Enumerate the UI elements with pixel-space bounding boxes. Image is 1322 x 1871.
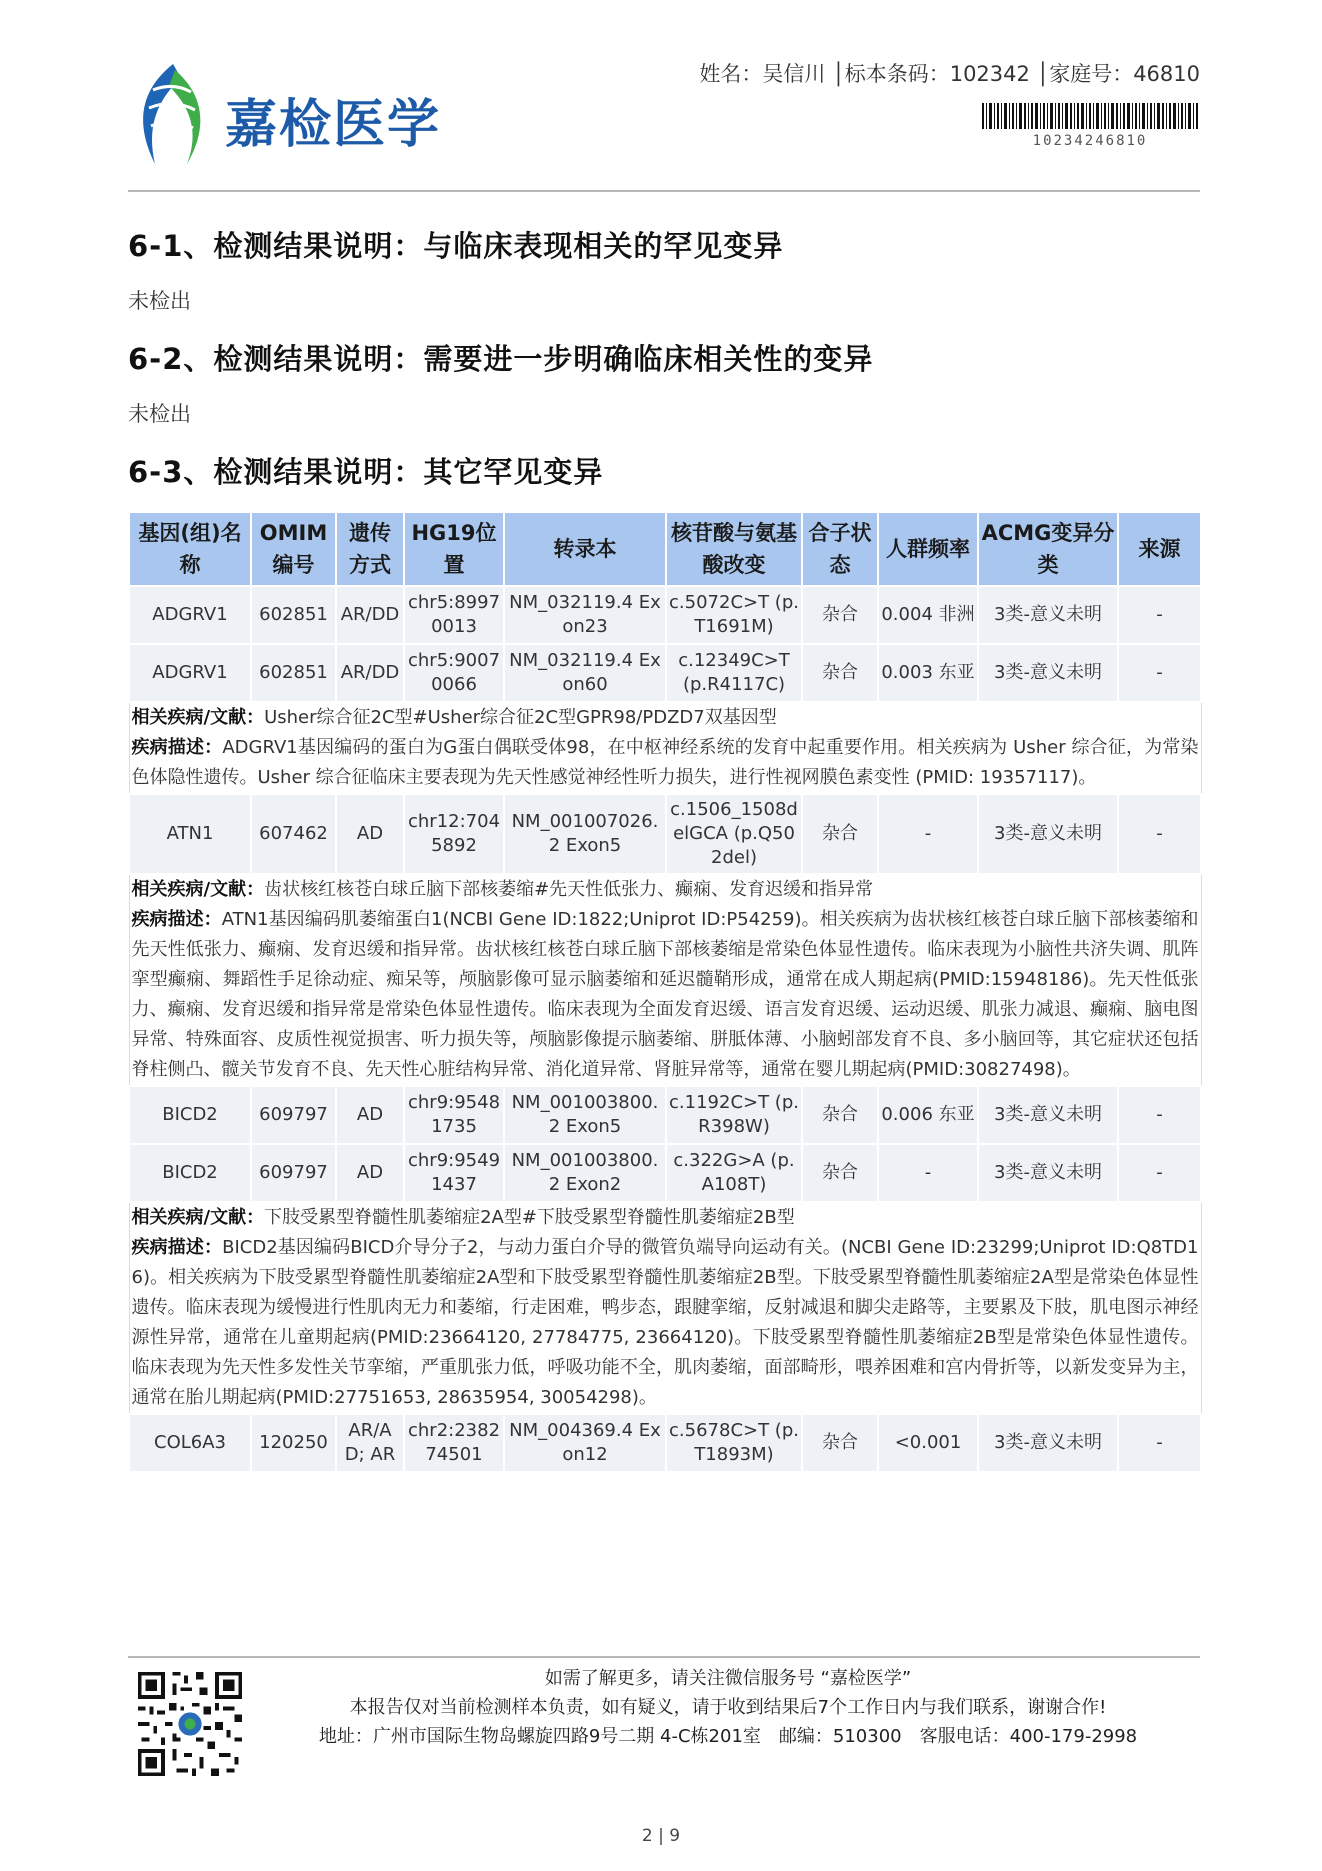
cell-acmg: 3类-意义未明 bbox=[978, 1414, 1118, 1472]
cell-change: c.5072C>T (p.T1691M) bbox=[666, 586, 802, 644]
cell-frequency: 0.003 东亚 bbox=[878, 644, 978, 702]
disease-row bbox=[129, 702, 1201, 794]
cell-gene: COL6A3 bbox=[129, 1414, 251, 1472]
header-hg19: HG19位置 bbox=[404, 512, 504, 586]
footer-disclaimer-line: 本报告仅对当前检测样本负责，如有疑义，请于收到结果后7个工作日内与我们联系，谢谢合作! bbox=[349, 1697, 1107, 1718]
section-result-6-1: 未检出 bbox=[128, 289, 191, 313]
header-transcript: 转录本 bbox=[504, 512, 666, 586]
barcode-number: 10234246810 bbox=[1032, 133, 1148, 149]
cell-change: c.5678C>T (p.T1893M) bbox=[666, 1414, 802, 1472]
disease-row bbox=[129, 1202, 1201, 1414]
cell-hg19: chr9:95491437 bbox=[404, 1144, 504, 1202]
description-label: 疾病描述： bbox=[131, 737, 223, 758]
disease-row bbox=[129, 874, 1201, 1086]
description-text: ADGRV1基因编码的蛋白为G蛋白偶联受体98，在中枢神经系统的发育中起重要作用。相关疾病为 Usher 综合征，为常染色体隐性遗传。Usher 综合征临床主要表现为先天性感觉神经性听力损失，进行性视网膜色素变性 (PMID: 19357117)。 bbox=[131, 737, 1199, 788]
table-header-row bbox=[129, 512, 1201, 586]
cell-frequency: - bbox=[878, 794, 978, 874]
helix-logo-icon bbox=[125, 60, 220, 170]
disease-label: 相关疾病/文献： bbox=[131, 1207, 265, 1228]
cell-source: - bbox=[1118, 1414, 1201, 1472]
footer-notes bbox=[258, 1664, 1198, 1751]
disease-text: 下肢受累型脊髓性肌萎缩症2A型#下肢受累型脊髓性肌萎缩症2B型 bbox=[264, 1207, 795, 1228]
brand-logo bbox=[125, 60, 455, 170]
cell-zygosity: 杂合 bbox=[802, 644, 878, 702]
cell-change: c.1192C>T (p.R398W) bbox=[666, 1086, 802, 1144]
cell-source: - bbox=[1118, 1086, 1201, 1144]
wechat-qr-code-icon bbox=[134, 1668, 246, 1780]
cell-inheritance: AR/DD bbox=[336, 644, 404, 702]
cell-gene: ATN1 bbox=[129, 794, 251, 874]
header-zygosity: 合子状态 bbox=[802, 512, 878, 586]
cell-hg19: chr2:238274501 bbox=[404, 1414, 504, 1472]
variant-table bbox=[128, 511, 1202, 1473]
cell-transcript: NM_032119.4 Exon60 bbox=[504, 644, 666, 702]
cell-inheritance: AR/AD; AR bbox=[336, 1414, 404, 1472]
table-row bbox=[129, 644, 1201, 702]
cell-inheritance: AD bbox=[336, 1144, 404, 1202]
description-label: 疾病描述： bbox=[131, 909, 222, 930]
section-title-6-2: 6-2、检测结果说明：需要进一步明确临床相关性的变异 bbox=[128, 342, 874, 376]
disease-label: 相关疾病/文献： bbox=[131, 707, 265, 728]
cell-transcript: NM_001007026.2 Exon5 bbox=[504, 794, 666, 874]
disease-label: 相关疾病/文献： bbox=[131, 879, 265, 900]
cell-transcript: NM_032119.4 Exon23 bbox=[504, 586, 666, 644]
brand-name: 嘉检医学 bbox=[225, 95, 442, 155]
cell-transcript: NM_001003800.2 Exon5 bbox=[504, 1086, 666, 1144]
footer-divider bbox=[128, 1656, 1200, 1658]
header-gene: 基因(组)名称 bbox=[129, 512, 251, 586]
cell-gene: ADGRV1 bbox=[129, 644, 251, 702]
footer-wechat-line: 如需了解更多，请关注微信服务号 “嘉检医学” bbox=[544, 1668, 912, 1689]
cell-hg19: chr9:95481735 bbox=[404, 1086, 504, 1144]
cell-acmg: 3类-意义未明 bbox=[978, 586, 1118, 644]
disease-note-adgrv1 bbox=[129, 702, 1201, 794]
report-content bbox=[128, 212, 1200, 1473]
barcode-icon bbox=[980, 103, 1200, 129]
cell-source: - bbox=[1118, 794, 1201, 874]
cell-acmg: 3类-意义未明 bbox=[978, 1144, 1118, 1202]
description-text: ATN1基因编码肌萎缩蛋白1(NCBI Gene ID:1822;Uniprot ID:P54259)。相关疾病为齿状核红核苍白球丘脑下部核萎缩和先天性低张力、癫痫、发育迟缓和指异常。齿状核红核苍白球丘脑下部核萎缩是常染色体显性遗传。临床表现为小脑性共济失调、肌阵挛型癫痫、舞蹈性手足徐动症、痴呆等，颅脑影像可显示脑萎缩和延迟髓鞘形成，通常在成人期起病(PMID:15948186)。先天性低张力、癫痫、发育迟缓和指异常是常染色体显性遗传。临床表现为全面发育迟缓、语言发育迟缓、运动迟缓、肌张力减退、癫痫、脑电图异常、特殊面容、皮质性视觉损害、听力损失等，颅脑影像提示脑萎缩、胼胝体薄、小脑蚓部发育不良、多小脑回等，其它症状还包括脊柱侧凸、髋关节发育不良、先天性心脏结构异常、消化道异常、肾脏异常等，通常在婴儿期起病(PMID:30827498)。 bbox=[131, 909, 1199, 1080]
cell-zygosity: 杂合 bbox=[802, 586, 878, 644]
header-frequency: 人群频率 bbox=[878, 512, 978, 586]
disease-text: Usher综合征2C型#Usher综合征2C型GPR98/PDZD7双基因型 bbox=[264, 707, 777, 728]
cell-change: c.12349C>T (p.R4117C) bbox=[666, 644, 802, 702]
header-divider bbox=[128, 190, 1200, 192]
cell-change: c.322G>A (p.A108T) bbox=[666, 1144, 802, 1202]
header-omim: OMIM编号 bbox=[251, 512, 336, 586]
cell-zygosity: 杂合 bbox=[802, 794, 878, 874]
header-source: 来源 bbox=[1118, 512, 1201, 586]
description-label: 疾病描述： bbox=[131, 1237, 223, 1258]
page-number: 2 | 9 bbox=[641, 1826, 681, 1846]
cell-zygosity: 杂合 bbox=[802, 1086, 878, 1144]
patient-info: 姓名：吴信川 │标本条码：102342 │家庭号：46810 bbox=[699, 62, 1200, 86]
cell-inheritance: AD bbox=[336, 1086, 404, 1144]
cell-omim: 609797 bbox=[251, 1144, 336, 1202]
cell-omim: 120250 bbox=[251, 1414, 336, 1472]
cell-acmg: 3类-意义未明 bbox=[978, 1086, 1118, 1144]
disease-text: 齿状核红核苍白球丘脑下部核萎缩#先天性低张力、癫痫、发育迟缓和指异常 bbox=[264, 879, 874, 900]
cell-transcript: NM_004369.4 Exon12 bbox=[504, 1414, 666, 1472]
cell-source: - bbox=[1118, 644, 1201, 702]
cell-acmg: 3类-意义未明 bbox=[978, 794, 1118, 874]
cell-omim: 609797 bbox=[251, 1086, 336, 1144]
cell-hg19: chr5:89970013 bbox=[404, 586, 504, 644]
header-inheritance: 遗传方式 bbox=[336, 512, 404, 586]
cell-inheritance: AD bbox=[336, 794, 404, 874]
cell-hg19: chr12:7045892 bbox=[404, 794, 504, 874]
header-change: 核苷酸与氨基酸改变 bbox=[666, 512, 802, 586]
cell-acmg: 3类-意义未明 bbox=[978, 644, 1118, 702]
table-row bbox=[129, 794, 1201, 874]
cell-transcript: NM_001003800.2 Exon2 bbox=[504, 1144, 666, 1202]
table-row bbox=[129, 1144, 1201, 1202]
footer-address-line: 地址：广州市国际生物岛螺旋四路9号二期 4-C栋201室 邮编：510300 客服电话：400-179-2998 bbox=[318, 1726, 1138, 1747]
cell-omim: 607462 bbox=[251, 794, 336, 874]
disease-note-bicd2 bbox=[129, 1202, 1201, 1414]
cell-omim: 602851 bbox=[251, 644, 336, 702]
cell-change: c.1506_1508delGCA (p.Q502del) bbox=[666, 794, 802, 874]
cell-frequency: <0.001 bbox=[878, 1414, 978, 1472]
cell-hg19: chr5:90070066 bbox=[404, 644, 504, 702]
cell-zygosity: 杂合 bbox=[802, 1414, 878, 1472]
description-text: BICD2基因编码BICD介导分子2，与动力蛋白介导的微管负端导向运动有关。(NCBI Gene ID:23299;Uniprot ID:Q8TD16)。相关疾病为下肢受累型脊髓性肌萎缩症2A型和下肢受累型脊髓性肌萎缩症2B型。下肢受累型脊髓性肌萎缩症2A型是常染色体显性遗传。临床表现为缓慢进行性肌肉无力和萎缩，行走困难，鸭步态，跟腱挛缩，反射减退和脚尖走路等，主要累及下肢，肌电图示神经源性异常，通常在儿童期起病(PMID:23664120, 27784775, 23664120)。下肢受累型脊髓性肌萎缩症2B型是常染色体显性遗传。临床表现为先天性多发性关节挛缩，严重肌张力低，呼吸功能不全，肌肉萎缩，面部畸形，喂养困难和宫内骨折等，以新发变异为主，通常在胎儿期起病(PMID:27751653, 28635954, 30054298)。 bbox=[131, 1237, 1199, 1408]
cell-omim: 602851 bbox=[251, 586, 336, 644]
cell-gene: ADGRV1 bbox=[129, 586, 251, 644]
section-result-6-2: 未检出 bbox=[128, 402, 191, 426]
cell-inheritance: AR/DD bbox=[336, 586, 404, 644]
header-acmg: ACMG变异分类 bbox=[978, 512, 1118, 586]
cell-source: - bbox=[1118, 586, 1201, 644]
table-row bbox=[129, 586, 1201, 644]
section-title-6-1: 6-1、检测结果说明：与临床表现相关的罕见变异 bbox=[128, 229, 784, 263]
cell-frequency: 0.004 非洲 bbox=[878, 586, 978, 644]
cell-frequency: 0.006 东亚 bbox=[878, 1086, 978, 1144]
section-title-6-3: 6-3、检测结果说明：其它罕见变异 bbox=[128, 455, 604, 489]
cell-frequency: - bbox=[878, 1144, 978, 1202]
cell-gene: BICD2 bbox=[129, 1144, 251, 1202]
cell-gene: BICD2 bbox=[129, 1086, 251, 1144]
cell-source: - bbox=[1118, 1144, 1201, 1202]
table-row bbox=[129, 1414, 1201, 1472]
report-header bbox=[0, 0, 1322, 190]
disease-note-atn1 bbox=[129, 874, 1201, 1086]
cell-zygosity: 杂合 bbox=[802, 1144, 878, 1202]
table-row bbox=[129, 1086, 1201, 1144]
